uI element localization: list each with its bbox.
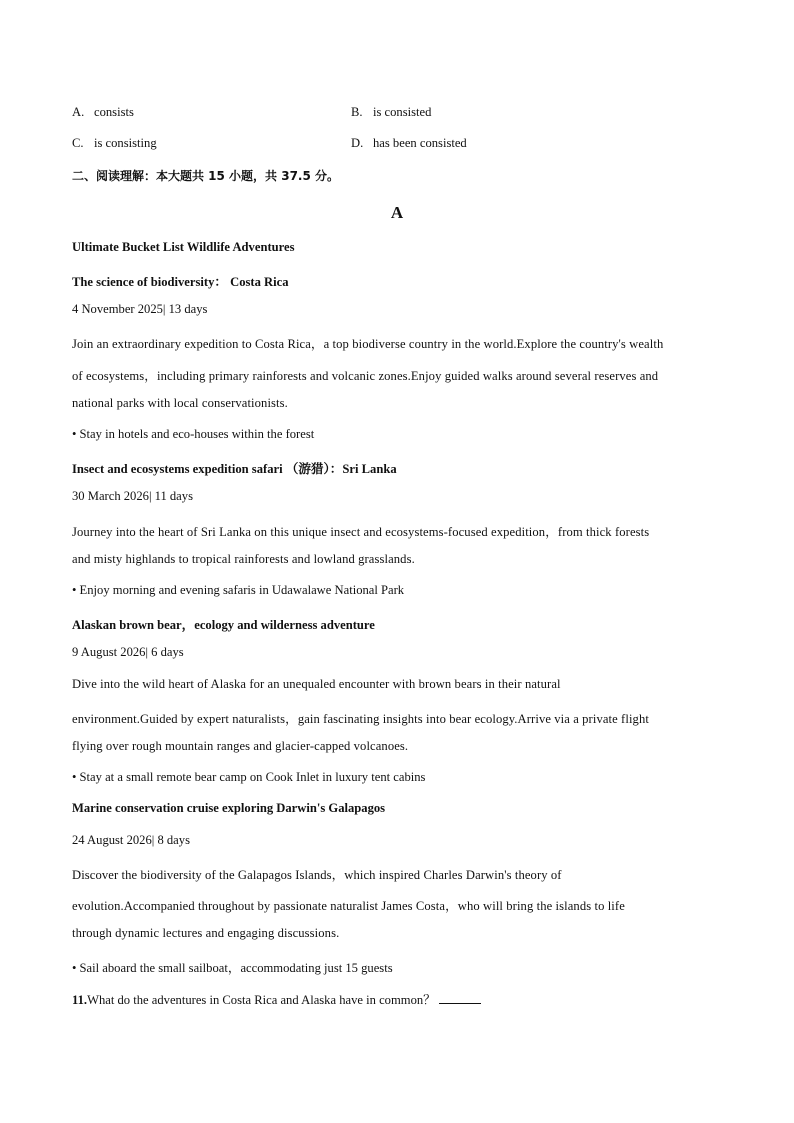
trip-text-line: Journey into the heart of Sri Lanka on this unique insect and ecosystems-focused expedition，from thick forests [72,525,650,539]
option-c-letter: C. [72,136,84,150]
trip-text-line: national parks with local conservationists. [72,396,288,410]
trip-heading-sri-lanka: Insect and ecosystems expedition safari （游猎）：Sri Lanka [72,462,397,476]
option-a [72,105,134,120]
option-d [351,136,467,151]
trip-text-line: of ecosystems，including primary rainforests and volcanic zones.Enjoy guided walks around several reserves and [72,369,659,383]
trip-text-line: Join an extraordinary expedition to Costa Rica，a top biodiverse country in the world.Explore the country's wealth [72,337,664,351]
question-text: What do the adventures in Costa Rica and Alaska have in common？ [87,993,436,1007]
option-a-text: consists [94,105,134,119]
option-b-letter: B. [351,105,363,119]
answer-blank[interactable] [439,991,481,1004]
trip-date-costa-rica: 4 November 2025| 13 days [72,302,208,316]
option-b-text: is consisted [373,105,432,119]
trip-bullet-alaska: • Stay at a small remote bear camp on Cook Inlet in luxury tent cabins [72,770,426,784]
trip-text-line: flying over rough mountain ranges and glacier-capped volcanoes. [72,739,409,753]
trip-date-galapagos: 24 August 2026| 8 days [72,833,190,847]
trip-text-line: environment.Guided by expert naturalists，gain fascinating insights into bear ecology.Arrive via a private flight [72,712,649,726]
trip-text-line: Discover the biodiversity of the Galapagos Islands，which inspired Charles Darwin's theory of [72,868,562,882]
option-b [351,105,431,120]
trip-date-sri-lanka: 30 March 2026| 11 days [72,489,193,503]
section-heading: 二、阅读理解：本大题共 15 小题，共 37.5 分。 [72,169,340,183]
option-d-text: has been consisted [373,136,467,150]
passage-title: Ultimate Bucket List Wildlife Adventures [72,240,295,254]
trip-heading-costa-rica: The science of biodiversity： Costa Rica [72,275,289,289]
trip-bullet-costa-rica: • Stay in hotels and eco-houses within the forest [72,427,315,441]
question-number: 11. [72,993,88,1007]
option-a-letter: A. [72,105,85,119]
trip-text-line: and misty highlands to tropical rainforests and lowland grasslands. [72,552,415,566]
trip-bullet-galapagos: • Sail aboard the small sailboat，accommodating just 15 guests [72,961,393,975]
trip-heading-galapagos: Marine conservation cruise exploring Darwin's Galapagos [72,801,386,815]
option-c-text: is consisting [94,136,157,150]
trip-bullet-sri-lanka: • Enjoy morning and evening safaris in Udawalawe National Park [72,583,405,597]
question-11 [72,989,481,1008]
option-c [72,136,157,151]
passage-letter: A [390,203,404,222]
trip-text-line: evolution.Accompanied throughout by passionate naturalist James Costa，who will bring the islands to life [72,899,625,913]
trip-text-line: through dynamic lectures and engaging discussions. [72,926,340,940]
trip-text-line: Dive into the wild heart of Alaska for an unequaled encounter with brown bears in their natural [72,677,561,691]
option-d-letter: D. [351,136,364,150]
trip-date-alaska: 9 August 2026| 6 days [72,645,184,659]
trip-heading-alaska: Alaskan brown bear，ecology and wilderness adventure [72,618,375,632]
